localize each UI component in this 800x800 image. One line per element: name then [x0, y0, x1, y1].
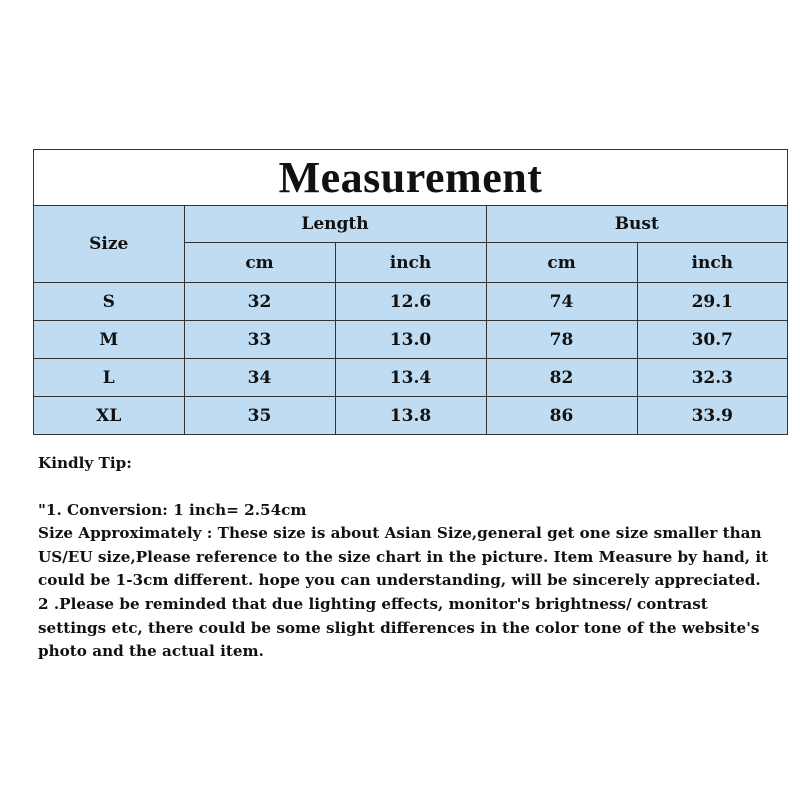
size-table [34, 206, 787, 434]
table-row [34, 397, 787, 435]
size-cell: XL [34, 397, 184, 435]
length-cm-cell: 33 [184, 321, 335, 359]
length-inch-cell: 13.8 [335, 397, 486, 435]
header-bust-cm: cm [486, 243, 637, 283]
bust-inch-cell: 32.3 [637, 359, 787, 397]
bust-cm-cell: 82 [486, 359, 637, 397]
header-bust: Bust [486, 206, 787, 243]
length-cm-cell: 34 [184, 359, 335, 397]
kindly-tip [38, 452, 778, 664]
tip-size-approx: Size Approximately : These size is about Asian Size,general get one size smaller than US/EU size,Please reference to the size chart in the picture. Item Measure by hand, it could be 1-3cm different. hope you can understanding, will be sincerely appreciated. [38, 524, 769, 590]
bust-inch-cell: 30.7 [637, 321, 787, 359]
header-bust-inch: inch [637, 243, 787, 283]
length-inch-cell: 13.0 [335, 321, 486, 359]
bust-cm-cell: 86 [486, 397, 637, 435]
bust-inch-cell: 29.1 [637, 283, 787, 321]
bust-inch-cell: 33.9 [637, 397, 787, 435]
tip-spacer [38, 476, 778, 499]
tip-conversion: "1. Conversion: 1 inch= 2.54cm [38, 500, 307, 519]
size-cell: L [34, 359, 184, 397]
table-row [34, 321, 787, 359]
header-row-1 [34, 206, 787, 243]
length-cm-cell: 35 [184, 397, 335, 435]
size-chart [33, 149, 788, 435]
bust-cm-cell: 78 [486, 321, 637, 359]
header-length-cm: cm [184, 243, 335, 283]
tip-color-note: 2 .Please be reminded that due lighting effects, monitor's brightness/ contrast settings etc, there could be some slight differences in the color tone of the website's photo and the actual item. [38, 594, 760, 661]
header-length-inch: inch [335, 243, 486, 283]
length-inch-cell: 13.4 [335, 359, 486, 397]
header-length: Length [184, 206, 486, 243]
size-cell: S [34, 283, 184, 321]
chart-title: Measurement [34, 150, 787, 206]
header-size: Size [34, 206, 184, 283]
bust-cm-cell: 74 [486, 283, 637, 321]
table-row [34, 359, 787, 397]
length-inch-cell: 12.6 [335, 283, 486, 321]
table-row [34, 283, 787, 321]
size-cell: M [34, 321, 184, 359]
tip-heading: Kindly Tip: [38, 454, 132, 472]
length-cm-cell: 32 [184, 283, 335, 321]
